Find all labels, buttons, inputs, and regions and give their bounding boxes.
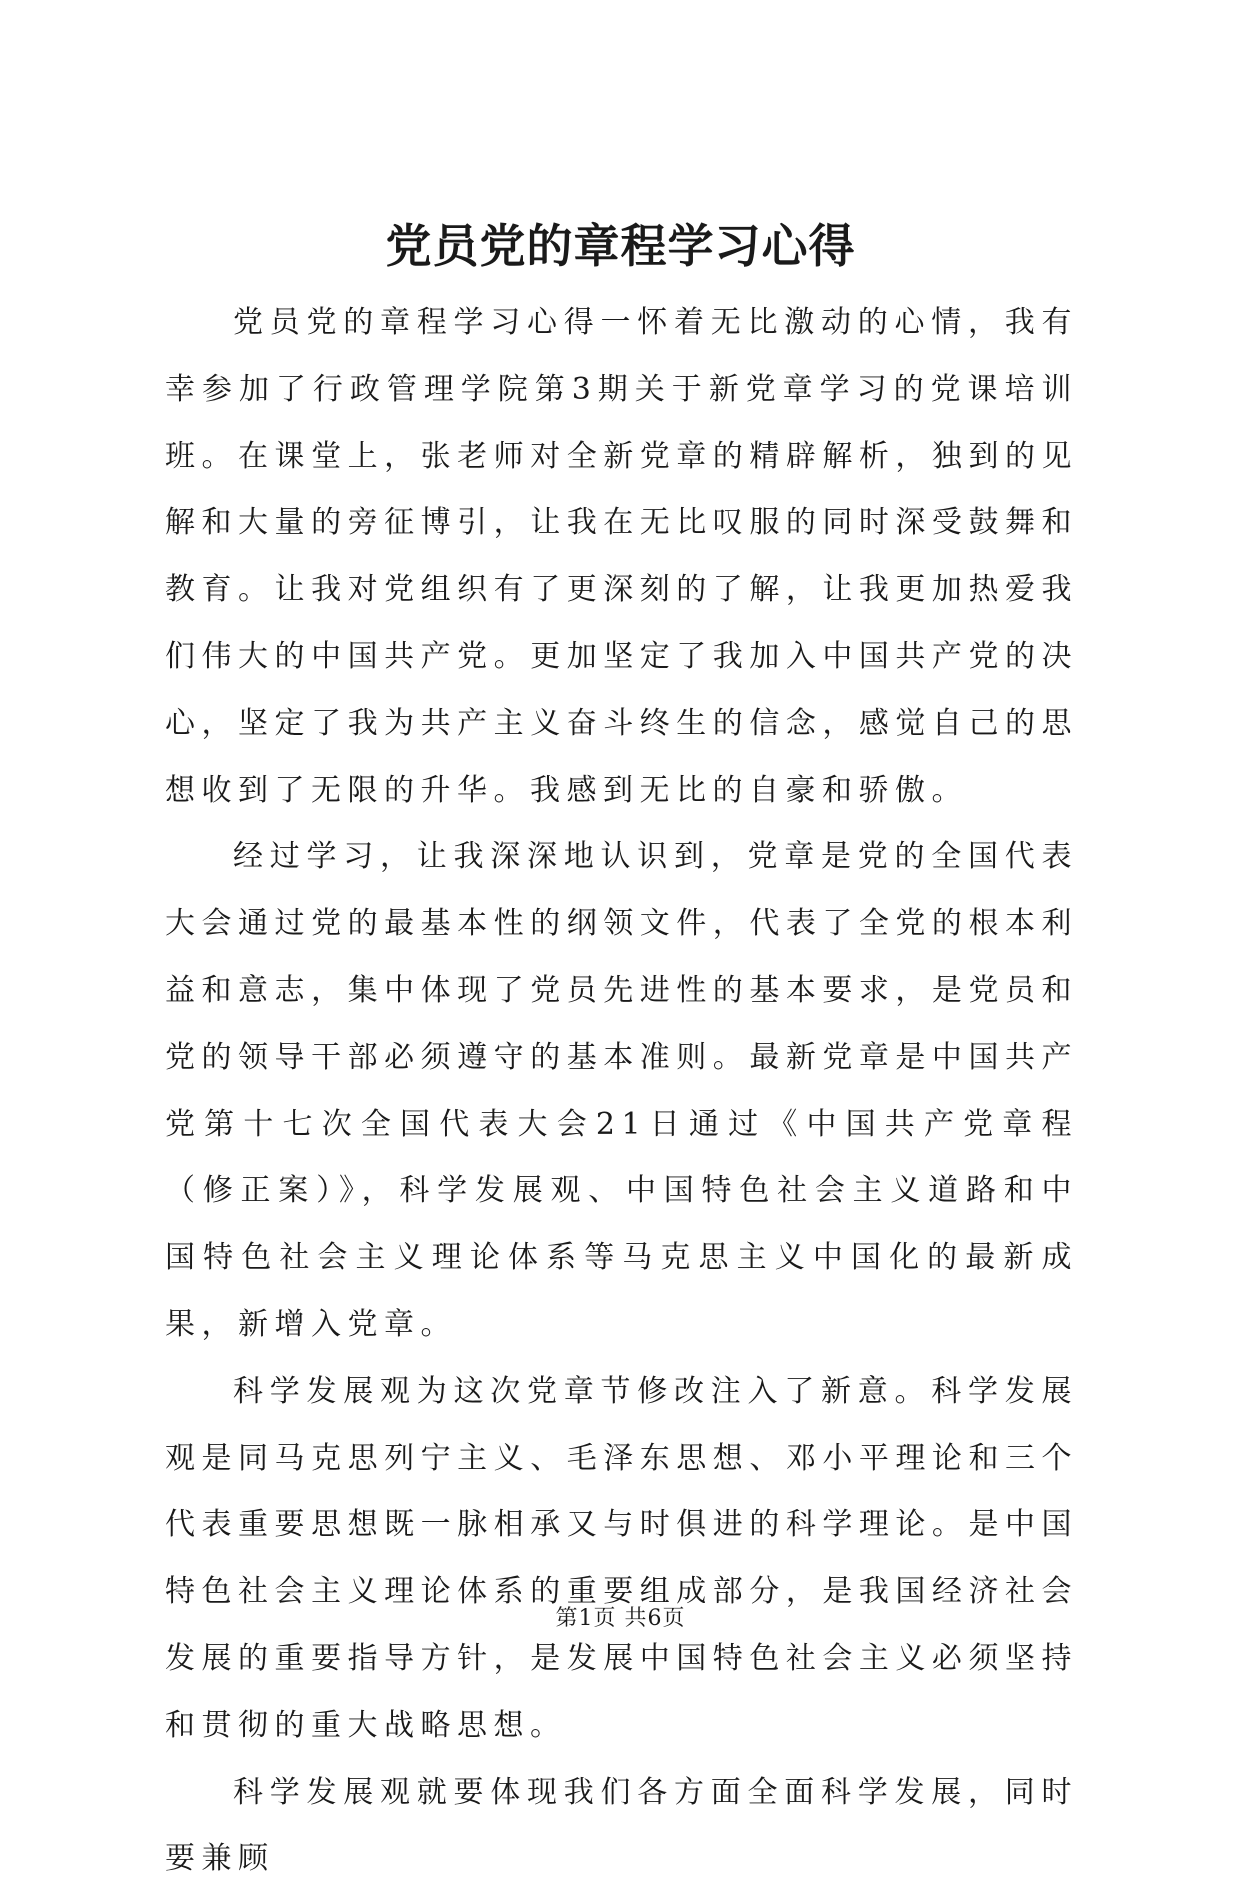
- paragraph-2: 经过学习，让我深深地认识到，党章是党的全国代表大会通过党的最基本性的纲领文件，代表了全党的根本利益和意志，集中体现了党员先进性的基本要求，是党员和党的领导干部必须遵守的基本准则。最新党章是中国共产党第十七次全国代表大会21日通过《中国共产党章程（修正案）》，科学发展观、中国特色社会主义道路和中国特色社会主义理论体系等马克思主义中国化的最新成果，新增入党章。: [165, 839, 1078, 1342]
- page-number-footer: 第1页 共6页: [555, 1606, 686, 1631]
- paragraph-3: 科学发展观为这次党章节修改注入了新意。科学发展观是同马克思列宁主义、毛泽东思想、邓小平理论和三个代表重要思想既一脉相承又与时俱进的科学理论。是中国特色社会主义理论体系的重要组成部分，是我国经济社会发展的重要指导方针，是发展中国特色社会主义必须坚持和贯彻的重大战略思想。: [165, 1373, 1078, 1743]
- paragraph-4: 科学发展观就要体现我们各方面全面科学发展，同时要兼顾: [165, 1774, 1078, 1877]
- document-body: [165, 290, 1078, 1893]
- paragraph-1: 党员党的章程学习心得一怀着无比激动的心情，我有幸参加了行政管理学院第3期关于新党章学习的党课培训班。在课堂上，张老师对全新党章的精辟解析，独到的见解和大量的旁征博引，让我在无比叹服的同时深受鼓舞和教育。让我对党组织有了更深刻的了解，让我更加热爱我们伟大的中国共产党。更加坚定了我加入中国共产党的决心，坚定了我为共产主义奋斗终生的信念，感觉自己的思想收到了无限的升华。我感到无比的自豪和骄傲。: [165, 305, 1078, 808]
- document-title: 党员党的章程学习心得: [385, 219, 856, 273]
